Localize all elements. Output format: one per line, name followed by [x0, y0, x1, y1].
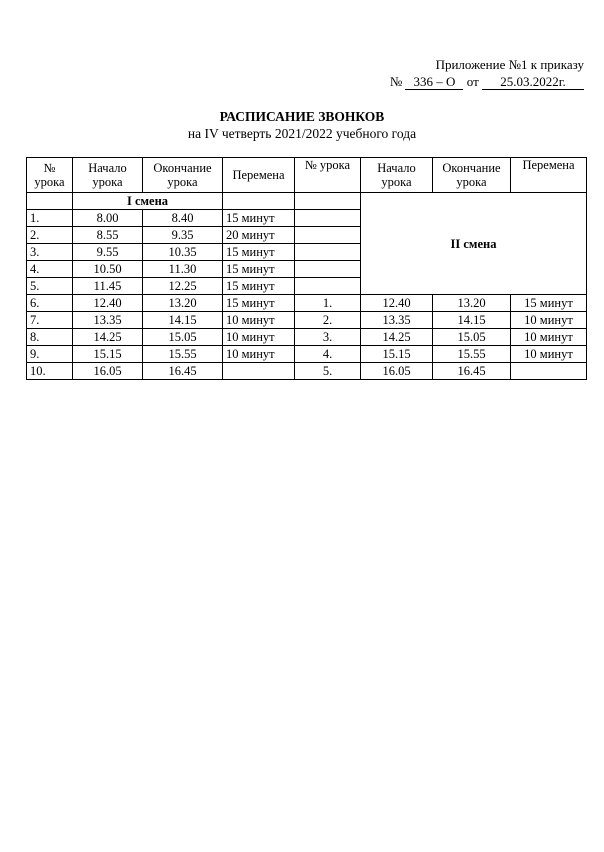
break-duration-2: 15 минут	[511, 295, 587, 312]
lesson-end: 14.15	[143, 312, 223, 329]
lesson-number-2: 5.	[295, 363, 361, 380]
lesson-number: 2.	[27, 227, 73, 244]
lesson-end: 12.25	[143, 278, 223, 295]
break-duration	[223, 363, 295, 380]
lesson-start-2: 14.25	[361, 329, 433, 346]
header-end-2: Окончание урока	[433, 158, 511, 193]
lesson-start: 16.05	[73, 363, 143, 380]
table-row	[27, 346, 587, 363]
break-duration: 15 минут	[223, 261, 295, 278]
order-date: 25.03.2022г.	[482, 75, 584, 90]
number-sign: №	[389, 74, 403, 89]
break-duration: 15 минут	[223, 210, 295, 227]
empty-cell	[295, 244, 361, 261]
lesson-end: 15.05	[143, 329, 223, 346]
lesson-end: 9.35	[143, 227, 223, 244]
shift-2-label: II смена	[361, 193, 587, 295]
lesson-number: 1.	[27, 210, 73, 227]
lesson-number-2: 2.	[295, 312, 361, 329]
header-start-2: Начало урока	[361, 158, 433, 193]
break-duration-2: 10 минут	[511, 346, 587, 363]
header-lesson-number-2: № урока	[295, 158, 361, 193]
lesson-number: 5.	[27, 278, 73, 295]
order-number: 336 – О	[405, 75, 463, 90]
header-break: Перемена	[223, 158, 295, 193]
shift-label-row	[27, 193, 587, 210]
break-duration: 10 минут	[223, 312, 295, 329]
lesson-end-2: 15.55	[433, 346, 511, 363]
lesson-start: 8.55	[73, 227, 143, 244]
lesson-end-2: 13.20	[433, 295, 511, 312]
header-break-2: Перемена	[511, 158, 587, 193]
shift-1-label: I смена	[73, 193, 223, 210]
lesson-start-2: 15.15	[361, 346, 433, 363]
document-title: РАСПИСАНИЕ ЗВОНКОВ	[219, 109, 385, 124]
lesson-number: 8.	[27, 329, 73, 346]
empty-cell	[223, 193, 295, 210]
empty-cell	[295, 193, 361, 210]
lesson-start: 10.50	[73, 261, 143, 278]
table-row	[27, 363, 587, 380]
lesson-start: 15.15	[73, 346, 143, 363]
appendix-block	[324, 56, 584, 90]
lesson-start: 9.55	[73, 244, 143, 261]
header-row	[27, 158, 587, 193]
break-duration: 15 минут	[223, 295, 295, 312]
table-row	[27, 295, 587, 312]
empty-cell	[295, 227, 361, 244]
lesson-number: 9.	[27, 346, 73, 363]
header-start: Начало урока	[73, 158, 143, 193]
order-line	[324, 73, 584, 90]
lesson-start: 13.35	[73, 312, 143, 329]
lesson-number: 10.	[27, 363, 73, 380]
break-duration: 20 минут	[223, 227, 295, 244]
lesson-number-2: 3.	[295, 329, 361, 346]
table-row	[27, 312, 587, 329]
lesson-number: 6.	[27, 295, 73, 312]
lesson-number-2: 1.	[295, 295, 361, 312]
lesson-start-2: 13.35	[361, 312, 433, 329]
empty-cell	[27, 193, 73, 210]
break-duration: 15 минут	[223, 244, 295, 261]
lesson-start: 14.25	[73, 329, 143, 346]
table-row	[27, 329, 587, 346]
document-subtitle: на IV четверть 2021/2022 учебного года	[187, 126, 417, 141]
lesson-end: 15.55	[143, 346, 223, 363]
break-duration-2: 10 минут	[511, 312, 587, 329]
empty-cell	[295, 261, 361, 278]
break-duration: 10 минут	[223, 329, 295, 346]
lesson-end: 10.35	[143, 244, 223, 261]
empty-cell	[295, 210, 361, 227]
header-end: Окончание урока	[143, 158, 223, 193]
lesson-end-2: 15.05	[433, 329, 511, 346]
lesson-number-2: 4.	[295, 346, 361, 363]
lesson-end: 13.20	[143, 295, 223, 312]
lesson-number: 7.	[27, 312, 73, 329]
break-duration: 10 минут	[223, 346, 295, 363]
break-duration-2: 10 минут	[511, 329, 587, 346]
lesson-start-2: 16.05	[361, 363, 433, 380]
lesson-end-2: 14.15	[433, 312, 511, 329]
lesson-start: 12.40	[73, 295, 143, 312]
lesson-start: 8.00	[73, 210, 143, 227]
lesson-end: 8.40	[143, 210, 223, 227]
break-duration: 15 минут	[223, 278, 295, 295]
lesson-end: 11.30	[143, 261, 223, 278]
lesson-end: 16.45	[143, 363, 223, 380]
from-word: от	[466, 74, 479, 89]
appendix-line: Приложение №1 к приказу	[435, 57, 584, 72]
lesson-number: 3.	[27, 244, 73, 261]
empty-cell	[295, 278, 361, 295]
lesson-number: 4.	[27, 261, 73, 278]
break-duration-2	[511, 363, 587, 380]
bell-schedule-table	[26, 157, 587, 380]
lesson-start-2: 12.40	[361, 295, 433, 312]
header-lesson-number: № урока	[27, 158, 73, 193]
lesson-end-2: 16.45	[433, 363, 511, 380]
lesson-start: 11.45	[73, 278, 143, 295]
